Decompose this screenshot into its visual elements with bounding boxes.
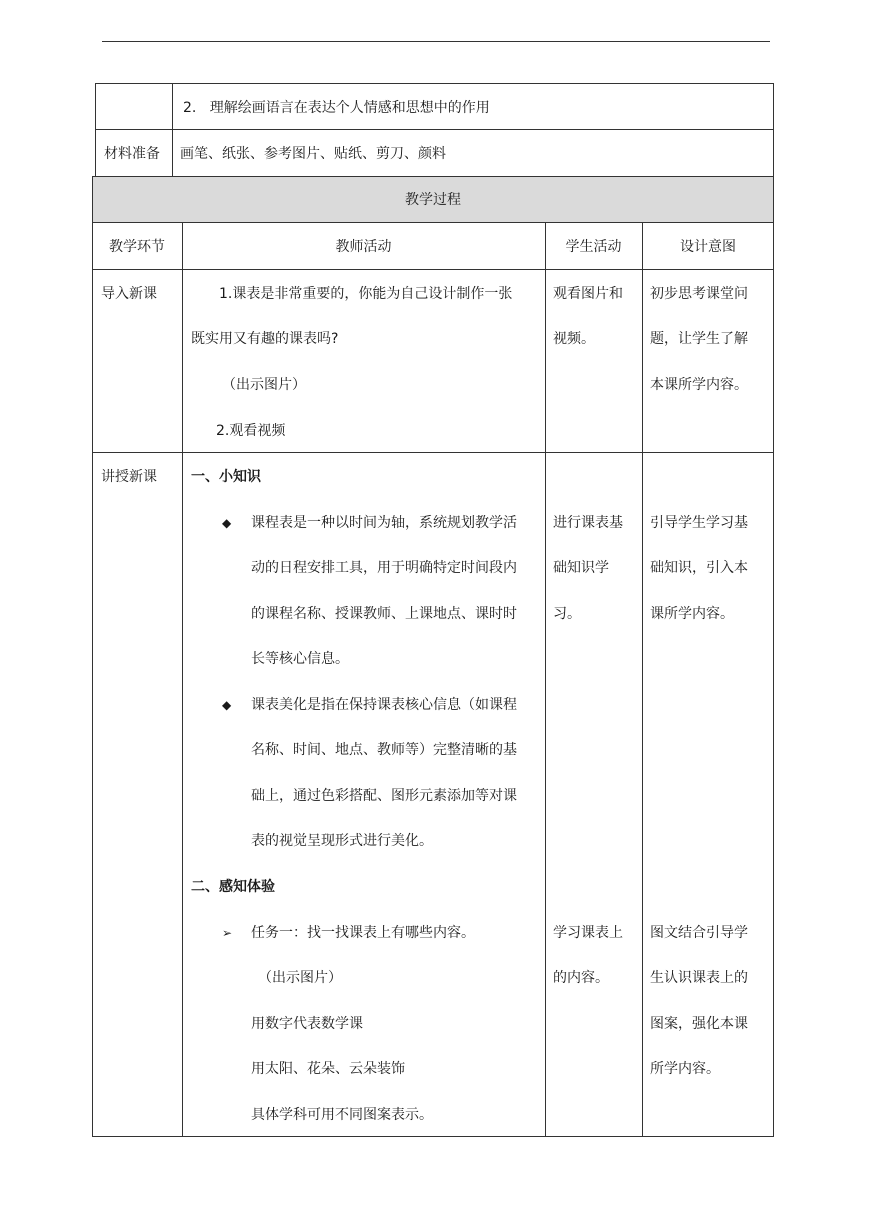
header-design-intent: 设计意图 <box>680 239 736 255</box>
stage-lecture: 讲授新课 <box>101 469 157 485</box>
intro-teacher-line: 1.课表是非常重要的，你能为自己设计制作一张 <box>219 286 513 302</box>
task-intent-line: 生认识课表上的 <box>650 970 748 986</box>
task-intent-line: 所学内容。 <box>650 1061 720 1077</box>
intro-teacher-line: （出示图片） <box>222 377 306 393</box>
task-intent-line: 图文结合引导学 <box>650 925 748 941</box>
col-divider-2 <box>545 222 546 1137</box>
intro-student-line: 视频。 <box>553 331 595 347</box>
bullet1-line: 课程表是一种以时间为轴，系统规划教学活 <box>251 515 517 531</box>
intro-row-divider <box>92 452 774 453</box>
process-table <box>92 222 774 1137</box>
bullet1-line: 长等核心信息。 <box>251 651 349 667</box>
bullet2-line: 名称、时间、地点、教师等）完整清晰的基 <box>251 742 517 758</box>
lecture-intent-line: 础知识，引入本 <box>650 560 748 576</box>
intro-intent-line: 初步思考课堂问 <box>650 286 748 302</box>
task1-line: （出示图片） <box>258 970 342 986</box>
materials-list: 画笔、纸张、参考图片、贴纸、剪刀、颜料 <box>180 146 446 162</box>
intro-teacher-line: 2.观看视频 <box>216 423 286 439</box>
task1-line: 具体学科可用不同图案表示。 <box>251 1107 433 1123</box>
process-title: 教学过程 <box>405 192 461 208</box>
task-intent-line: 图案，强化本课 <box>650 1016 748 1032</box>
header-student-activity: 学生活动 <box>565 239 622 255</box>
stage-intro: 导入新课 <box>101 286 157 302</box>
diamond-bullet-icon: ◆ <box>222 698 232 712</box>
bullet2-line: 课表美化是指在保持课表核心信息（如课程 <box>251 697 517 713</box>
objectives-table-divider <box>172 83 173 177</box>
task-student-line: 的内容。 <box>553 970 609 986</box>
header-teacher-activity: 教师活动 <box>335 239 392 255</box>
lecture-student-line: 习。 <box>553 606 581 622</box>
col-divider-1 <box>182 222 183 1137</box>
objective-item-2: 2. 理解绘画语言在表达个人情感和思想中的作用 <box>183 100 490 116</box>
intro-intent-line: 题，让学生了解 <box>650 331 748 347</box>
header-stage: 教学环节 <box>109 239 165 255</box>
task-student-line: 学习课表上 <box>553 925 623 941</box>
col-divider-3 <box>642 222 643 1137</box>
lecture-student-line: 进行课表基 <box>553 515 623 531</box>
bullet1-line: 的课程名称、授课教师、上课地点、课时时 <box>251 606 517 622</box>
lecture-intent-line: 课所学内容。 <box>650 606 734 622</box>
task1-line: 用太阳、花朵、云朵装饰 <box>251 1061 405 1077</box>
materials-label: 材料准备 <box>104 146 160 162</box>
intro-teacher-line: 既实用又有趣的课表吗? <box>191 331 339 347</box>
section1-title: 一、小知识 <box>191 469 261 485</box>
page-header-rule <box>102 41 770 42</box>
intro-student-line: 观看图片和 <box>553 286 623 302</box>
bullet2-line: 表的视觉呈现形式进行美化。 <box>251 833 433 849</box>
bullet2-line: 础上，通过色彩搭配、图形元素添加等对课 <box>251 788 517 804</box>
section2-title: 二、感知体验 <box>191 879 275 895</box>
header-row-divider <box>92 269 774 270</box>
arrow-bullet-icon: ➢ <box>222 926 233 940</box>
lecture-intent-line: 引导学生学习基 <box>650 515 748 531</box>
diamond-bullet-icon: ◆ <box>222 516 232 530</box>
lecture-student-line: 础知识学 <box>553 560 609 576</box>
task1-title: 任务一：找一找课表上有哪些内容。 <box>251 925 475 941</box>
bullet1-line: 动的日程安排工具，用于明确特定时间段内 <box>251 560 517 576</box>
intro-intent-line: 本课所学内容。 <box>650 377 748 393</box>
task1-line: 用数字代表数学课 <box>251 1016 363 1032</box>
objectives-table-row-divider <box>95 129 774 130</box>
